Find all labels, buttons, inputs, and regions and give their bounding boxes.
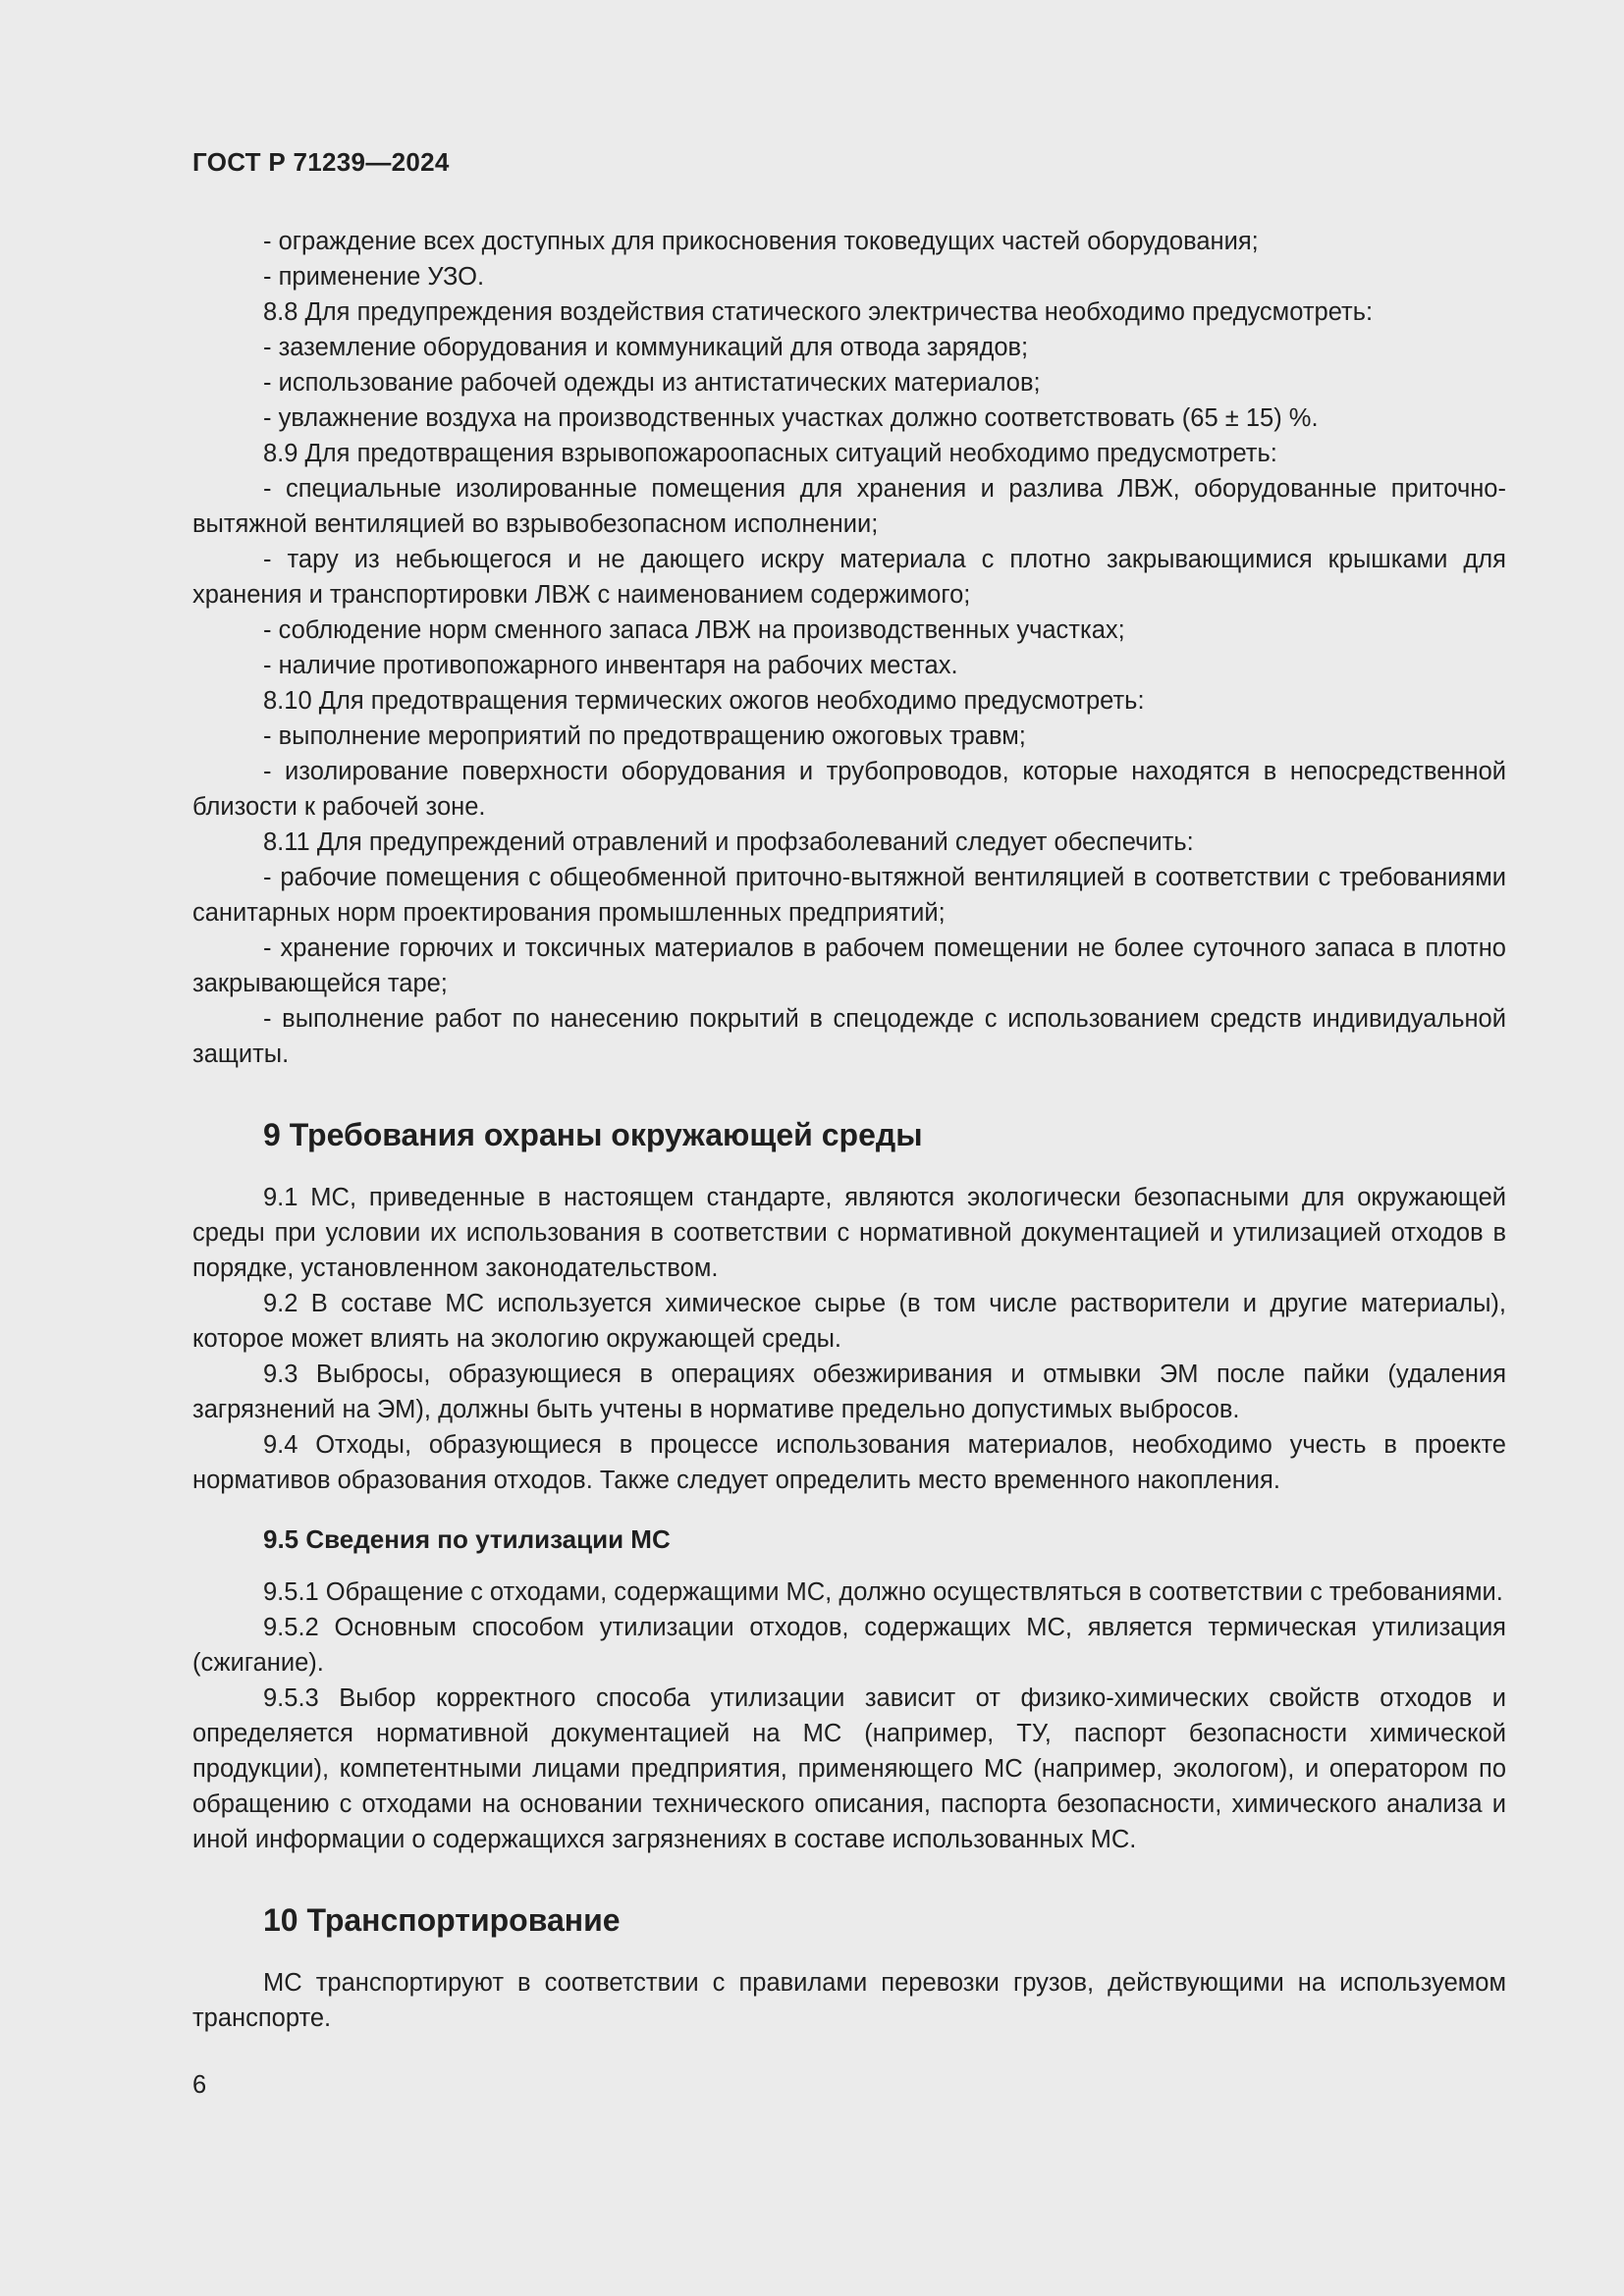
section-10-heading: 10 Транспортирование <box>263 1902 621 1938</box>
bullet-item: - использование рабочей одежды из антистатических материалов; <box>263 369 1041 397</box>
bullet-item: - применение УЗО. <box>263 263 485 291</box>
bullet-item: - специальные изолированные помещения для хранения и разлива ЛВЖ, оборудованные приточно-вытяжной вентиляцией во взрывобезопасном исполнении; <box>192 475 1506 538</box>
bullet-item: - соблюдение норм сменного запаса ЛВЖ на производственных участках; <box>263 616 1125 644</box>
bullet-item: - ограждение всех доступных для прикосновения токоведущих частей оборудования; <box>263 228 1259 255</box>
bullet-item: - рабочие помещения с общеобменной приточно-вытяжной вентиляцией в соответствии с требованиями санитарных норм проектирования промышленных предприятий; <box>192 864 1506 927</box>
subsection-9-5-heading: 9.5 Сведения по утилизации МС <box>263 1524 671 1554</box>
page-number: 6 <box>192 2071 207 2099</box>
clause-9-5-1: 9.5.1 Обращение с отходами, содержащими МС, должно осуществляться в соответствии с требованиями. <box>263 1578 1503 1606</box>
clause-9-1: 9.1 МС, приведенные в настоящем стандарте, являются экологически безопасными для окружающей среды при условии их использования в соответствии с нормативной документацией и утилизацией отходов в порядке, установленном законодательством. <box>192 1184 1506 1282</box>
section-10-text: МС транспортируют в соответствии с правилами перевозки грузов, действующими на используемом транспорте. <box>192 1969 1506 2032</box>
clause-9-2: 9.2 В составе МС используется химическое сырье (в том числе растворители и другие материалы), которое может влиять на экологию окружающей среды. <box>192 1290 1506 1353</box>
bullet-item: - наличие противопожарного инвентаря на рабочих местах. <box>263 652 958 679</box>
bullet-item: - тару из небьющегося и не дающего искру материала с плотно закрывающимися крышками для хранения и транспортировки ЛВЖ с наименованием содержимого; <box>192 546 1506 609</box>
clause-8-8: 8.8 Для предупреждения воздействия статического электричества необходимо предусмотреть: <box>263 298 1374 326</box>
clause-9-4: 9.4 Отходы, образующиеся в процессе использования материалов, необходимо учесть в проекте нормативов образования отходов. Также следует определить место временного накопления. <box>192 1431 1506 1494</box>
clause-9-5-3: 9.5.3 Выбор корректного способа утилизации зависит от физико-химических свойств отходов и определяется нормативной документацией на МС (например, ТУ, паспорт безопасности химической продукции), компетентными лицами предприятия, применяющего МС (например, экологом), и оператором по обращению с отходами на основании технического описания, паспорта безопасности, химического анализа и иной информации о содержащихся загрязнениях в составе использованных МС. <box>192 1684 1506 1853</box>
document-header: ГОСТ Р 71239—2024 <box>192 147 450 177</box>
bullet-item: - изолирование поверхности оборудования и трубопроводов, которые находятся в непосредственной близости к рабочей зоне. <box>192 758 1506 821</box>
bullet-item: - увлажнение воздуха на производственных участках должно соответствовать (65 ± 15) %. <box>263 404 1319 432</box>
section-9-heading: 9 Требования охраны окружающей среды <box>263 1117 923 1152</box>
clause-8-9: 8.9 Для предотвращения взрывопожароопасных ситуаций необходимо предусмотреть: <box>263 440 1277 467</box>
clause-8-10: 8.10 Для предотвращения термических ожогов необходимо предусмотреть: <box>263 687 1145 715</box>
clause-8-11: 8.11 Для предупреждений отравлений и профзаболеваний следует обеспечить: <box>263 828 1194 856</box>
bullet-item: - выполнение работ по нанесению покрытий в спецодежде с использованием средств индивидуальной защиты. <box>192 1005 1506 1068</box>
bullet-item: - заземление оборудования и коммуникаций для отвода зарядов; <box>263 334 1029 361</box>
document-body <box>192 224 1506 2036</box>
bullet-item: - выполнение мероприятий по предотвращению ожоговых травм; <box>263 722 1026 750</box>
bullet-item: - хранение горючих и токсичных материалов в рабочем помещении не более суточного запаса в плотно закрывающейся таре; <box>192 934 1506 997</box>
clause-9-3: 9.3 Выбросы, образующиеся в операциях обезжиривания и отмывки ЭМ после пайки (удаления загрязнений на ЭМ), должны быть учтены в нормативе предельно допустимых выбросов. <box>192 1361 1506 1423</box>
clause-9-5-2: 9.5.2 Основным способом утилизации отходов, содержащих МС, является термическая утилизация (сжигание). <box>192 1614 1506 1677</box>
